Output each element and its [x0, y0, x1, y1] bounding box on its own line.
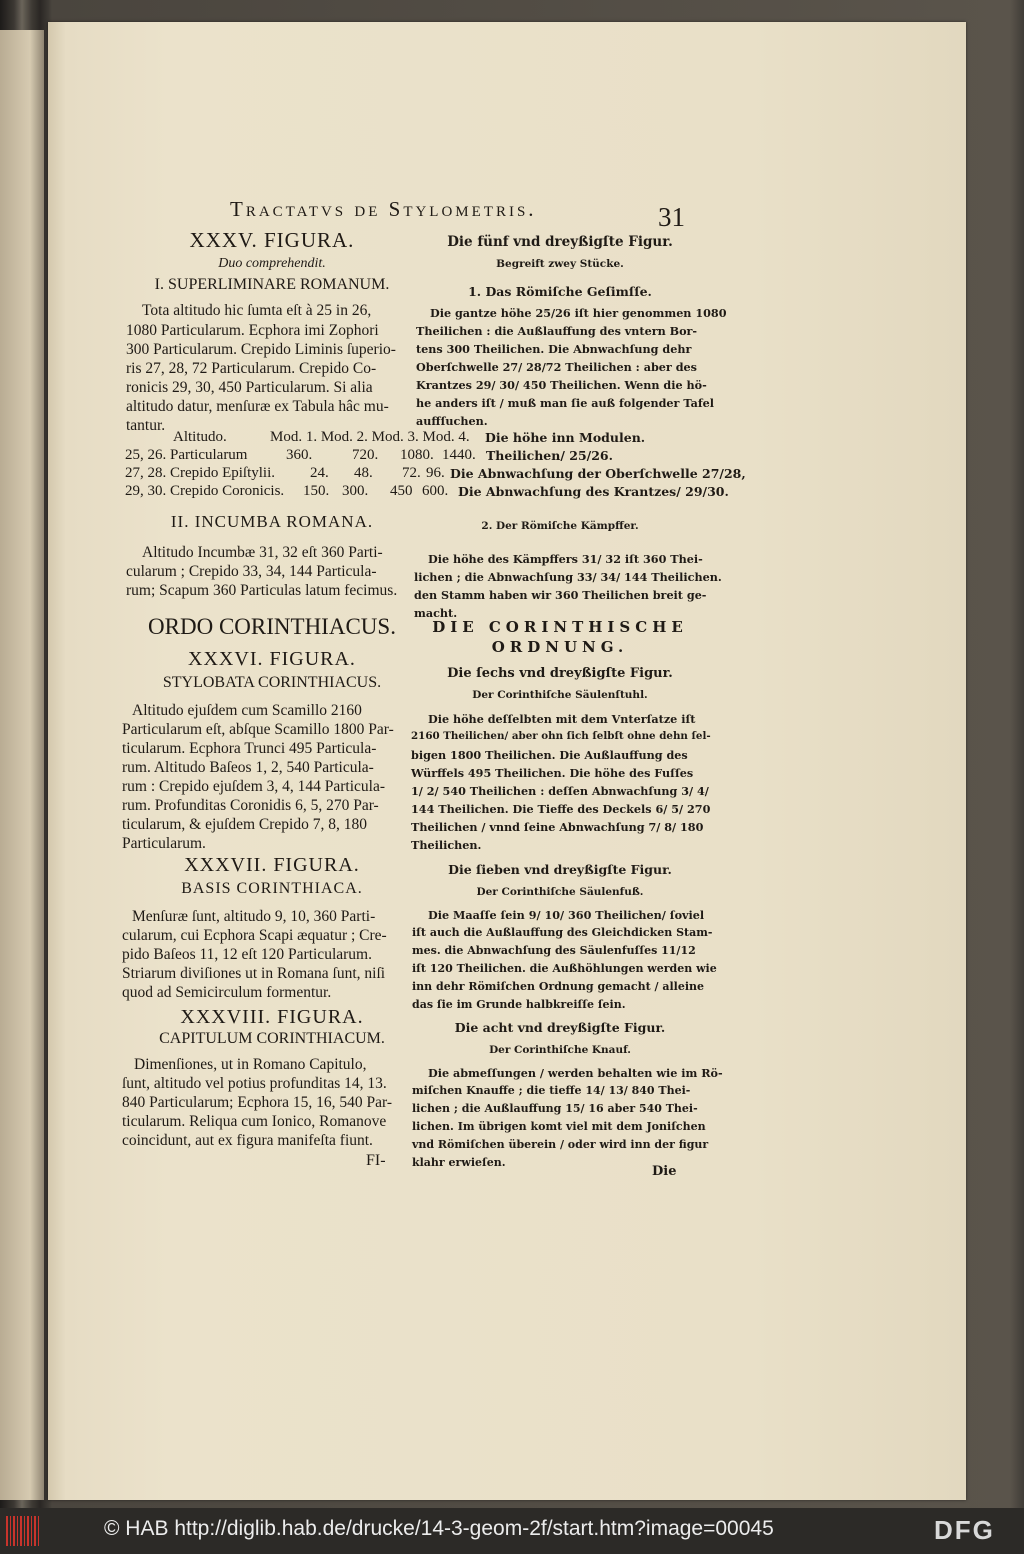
copyright-url[interactable]: © HAB http://diglib.hab.de/drucke/14-3-geom-2f/start.htm?image=00045 [104, 1517, 774, 1540]
fig36-title-german: Die ſechs vnd dreyßigſte Figur. [447, 666, 673, 681]
dfg-logo: DFG [934, 1515, 995, 1545]
table-header-german: Die höhe inn Modulen. [485, 430, 646, 445]
catchword-latin: FI- [366, 1152, 386, 1169]
running-title: Tractatvs de Stylometris. [230, 197, 537, 221]
fig35-subtitle-german: Begreift zwey Stücke. [496, 258, 624, 270]
ordo-title-german-line1: DIE CORINTHISCHE [432, 618, 688, 636]
hab-logo-icon [6, 1516, 40, 1546]
fig35-subtitle-latin: Duo comprehendit. [218, 256, 326, 271]
viewer-footer [0, 1508, 1024, 1554]
fig38-title-latin: XXXVIII. FIGURA. [180, 1006, 364, 1028]
fig35-title-latin: XXXV. FIGURA. [189, 228, 355, 252]
page-number: 31 [658, 202, 685, 232]
part2-title-latin: II. INCUMBA ROMANA. [170, 512, 374, 531]
catchword-german: Die [652, 1164, 677, 1179]
table-header-latin: Altitudo. [173, 429, 227, 445]
fig38-subtitle-latin: CAPITULUM CORINTHIACUM. [159, 1030, 385, 1047]
part2-title-german: 2. Der Römiſche Kämpffer. [481, 520, 639, 532]
fig38-title-german: Die acht vnd dreyßigſte Figur. [454, 1020, 666, 1035]
fig35-part1-german: 1. Das Römiſche Geſimſſe. [468, 284, 652, 299]
fig37-subtitle-latin: BASIS CORINTHIACA. [181, 880, 363, 897]
fig36-title-latin: XXXVI. FIGURA. [188, 648, 356, 670]
ordo-title-german-line2: ORDNUNG. [491, 638, 629, 656]
fig36-subtitle-latin: STYLOBATA CORINTHIACUS. [162, 674, 382, 691]
fig35-title-german: Die fünf vnd dreyßigſte Figur. [447, 234, 673, 250]
table-row-3-label: 29, 30. Crepido Coronicis. [125, 483, 285, 499]
table-row-1-label: 25, 26. Particularum [125, 447, 248, 463]
book-page: Tractatvs de Stylometris. 31 XXXV. FIGURA. Duo comprehendit. I. SUPERLIMINARE ROMANUM. Tota altitudo hic ſumta eſt à 25 in 26, 1080 Particularum. Ecphora imi Zophori 300 Particularum. Crepido Liminis ſuperio- ris 27, 28, 72 Particularum. Crepido Co- ronicis 29, 30, 450 Particularum. Si alia altitudo datur, menſuræ ex Tabula hâc mu- tantur. Altitudo. Mod. 1. Mod. 2. Mod. 3. Mod. 4. Die höhe inn Modulen. 25, 26. Particularum 360. 720. 1080. 1440. Theilichen/ 25/26. 27, 28. Crepido Epiſtylii. 24. 48. 72. 96. Die Abnwachſung der Oberſchwelle 27/28, 29, 30. Crepido Coronicis. 150. 300. 450 600. Die Abnwachſung des Krantzes/ 29/30. II. INCUMBA ROMANA. Altitudo Incumbæ 31, 32 eſt 360 Parti- cularum ; Crepido 33, 34, 144 Particula- rum; Scapum 360 Particulas latum fecimus. ORDO CORINTHIACUS. XXXVI. FIGURA. STYLOBATA CORINTHIACUS. Altitudo ejuſdem cum Scamillo 2160 Particularum eſt, abſque Scamillo 1800 Par- ticularum. Ecphora Trunci 495 Particula- rum. Altitudo Baſeos 1, 2, 540 Particula- rum : Crepido ejuſdem 3, 4, 144 Particula- rum. Profunditas Coronidis 6, 5, 270 Par- ticularum, & ejuſdem Crepido 7, 8, 180 Particularum. XXXVII. FIGURA. BASIS CORINTHIACA. Menſuræ ſunt, altitudo 9, 10, 360 Parti- cularum, cui Ecphora Scapi æquatur ; Cre- pido Baſeos 11, 12 eſt 120 Particularum. Striarum diviſiones ut in Romana ſunt, niſi quod ad Semicirculum formentur. XXXVIII. FIGURA. CAPITULUM CORINTHIACUM. Dimenſiones, ut in Romano Capitulo, ſunt, altitudo vel potius profunditas 14, 13. 840 Particularum; Ecphora 15, 16, 540 Par- ticularum. Reliqua cum Ionico, Romanove coincidunt, aut ex figura manifeſta fiunt. FI- Die fünf vnd dreyßigſte Figur. Begreift zwey Stücke. 1. Das Römiſche Geſimſſe. Die gantze höhe 25/26 iſt hier genommen 1080 Theilichen : die Außlauffung des vntern Bor- tens 300 Theilichen. Die Abnwachſung dehr Oberſchwelle 27/ 28/72 Theilichen : aber des Krantzes 29/ 30/ 450 Theilichen. Wenn die hö- he anders iſt / muß man ſie auß folgender Tafel auffſuchen. 2. Der Römiſche Kämpffer. Die höhe des Kämpffers 31/ 32 iſt 360 Thei- lichen ; die Abnwachſung 33/ 34/ 144 Theilichen. den Stamm haben wir 360 Theilichen breit ge- macht. DIE CORINTHISCHE ORDNUNG. Die ſechs vnd dreyßigſte Figur. Der Corinthiſche Säulenſtuhl. Die höhe deſſelbten mit dem Vnterſatze iſt 2160 Theilichen/ aber ohn ſich ſelbſt ohne dehn ſel- bigen 1800 Theilichen. Die Außlauffung des Würffels 495 Theilichen. Die höhe des Fuſſes 1/ 2/ 540 Theilichen : deſſen Abnwachſung 3/ 4/ 144 Theilichen. Die Tieffe des Deckels 6/ 5/ 270 Theilichen / vnnd ſeine Abnwachſung 7/ 8/ 180 Theilichen. Die ſieben vnd dreyßigſte Figur. Der Corinthiſche Säulenfuß. Die Maaſſe ſein 9/ 10/ 360 Theilichen/ ſoviel iſt auch die Außlauffung des Gleichdicken Stam- mes. die Abnwachſung des Säulenfuſſes 11/12 iſt 120 Theilichen. die Außhöhlungen werden wie inn dehr Römiſchen Ordnung gemacht / alleine das ſie im Grunde halbkreiſſe ſein. Die acht vnd dreyßigſte Figur. Der Corinthiſche Knauf. Die abmeſſungen / werden behalten wie im Rö- miſchen Knauffe ; die tieffe 14/ 13/ 840 Thei- lichen ; die Außlauffung 15/ 16 aber 540 Thei- lichen. Im übrigen komt viel mit dem Joniſchen vnd Römiſchen überein / oder wird inn der figur klahr erwieſen. Die [48, 22, 966, 1500]
fig37-title-latin: XXXVII. FIGURA. [184, 854, 360, 876]
ordo-title-latin: ORDO CORINTHIACUS. [148, 614, 396, 639]
fig37-subtitle-german: Der Corinthiſche Säulenfuß. [476, 886, 644, 898]
previous-page-edge [0, 30, 44, 1500]
fig37-title-german: Die ſieben vnd dreyßigſte Figur. [448, 862, 672, 877]
fig35-part1-latin: I. SUPERLIMINARE ROMANUM. [154, 276, 390, 293]
table-header-modules: Mod. 1. Mod. 2. Mod. 3. Mod. 4. [270, 429, 470, 445]
fig36-subtitle-german: Der Corinthiſche Säulenſtuhl. [472, 689, 648, 701]
fig38-subtitle-german: Der Corinthiſche Knauf. [489, 1044, 631, 1056]
table-row-2-label: 27, 28. Crepido Epiſtylii. [125, 465, 275, 481]
